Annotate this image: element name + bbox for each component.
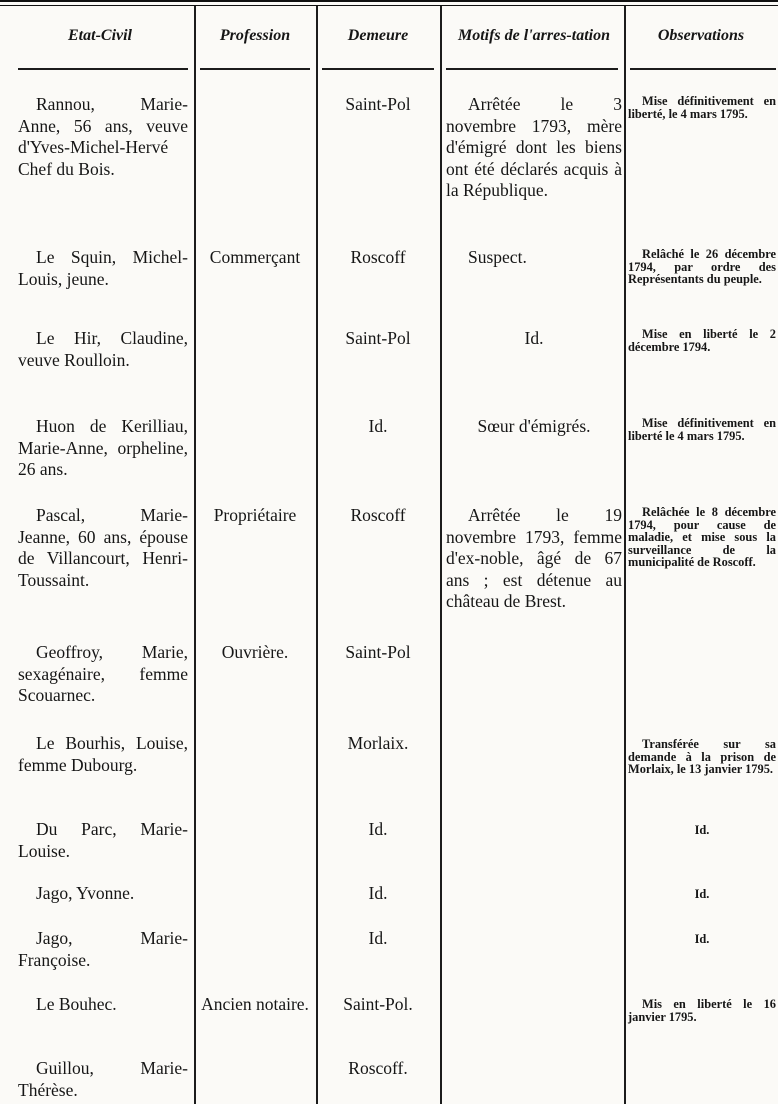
row-12-demeure: Roscoff. (348, 1058, 408, 1078)
row-4-observations: Mise définitivement en liberté le 4 mars 1795. (628, 416, 776, 443)
row-7-demeure: Morlaix. (347, 733, 409, 753)
row-5-profession: Propriétaire (213, 505, 297, 525)
row-12-etat: Guillou, Marie-Thérèse. (18, 1058, 188, 1100)
row-2-etat: Le Squin, Michel-Louis, jeune. (18, 247, 188, 289)
row-10-demeure: Id. (368, 928, 388, 948)
row-2-motifs: Suspect. (468, 247, 527, 267)
header-rule-etat (18, 68, 188, 70)
row-1-motifs: Arrêtée le 3 novembre 1793, mère d'émigré dont les biens ont été déclarés acquis à la République. (446, 94, 622, 200)
header-rule-motifs (446, 68, 618, 70)
row-2-profession: Commerçant (209, 247, 301, 267)
row-5-demeure: Roscoff (350, 505, 406, 525)
row-9-etat: Jago, Yvonne. (36, 883, 135, 903)
row-11-profession: Ancien notaire. (201, 994, 309, 1014)
row-6-etat: Geoffroy, Marie, sexagénaire, femme Scouarnec. (18, 642, 188, 705)
row-2-observations: Relâché le 26 décembre 1794, par ordre des Représentants du peuple. (628, 247, 776, 287)
top-rule (0, 0, 778, 2)
row-3-observations: Mise en liberté le 2 décembre 1794. (628, 327, 776, 354)
top-rule-lower (0, 5, 778, 6)
row-2-demeure: Roscoff (350, 247, 406, 267)
column-rule-4 (624, 6, 626, 1104)
row-7-etat: Le Bourhis, Louise, femme Dubourg. (18, 733, 188, 775)
row-8-demeure: Id. (368, 819, 388, 839)
row-3-etat: Le Hir, Claudine, veuve Roulloin. (18, 328, 188, 370)
row-10-observations: Id. (694, 932, 710, 946)
header-profession: Profession (219, 26, 291, 44)
row-10-etat: Jago, Marie-Françoise. (18, 928, 188, 970)
row-8-observations: Id. (694, 823, 710, 837)
column-rule-3 (440, 6, 442, 1104)
header-demeure: Demeure (347, 26, 409, 44)
header-rule-demeure (322, 68, 434, 70)
row-3-demeure: Saint-Pol (345, 328, 411, 348)
row-1-etat: Rannou, Marie-Anne, 56 ans, veuve d'Yves-Michel-Hervé Chef du Bois. (18, 94, 188, 179)
row-6-profession: Ouvrière. (221, 642, 289, 662)
header-rule-observations (630, 68, 776, 70)
row-11-observations: Mis en liberté le 16 janvier 1795. (628, 997, 776, 1024)
row-5-etat: Pascal, Marie-Jeanne, 60 ans, épouse de Villancourt, Henri-Toussaint. (18, 505, 188, 590)
column-rule-1 (194, 6, 196, 1104)
row-9-observations: Id. (694, 887, 710, 901)
row-5-motifs: Arrêtée le 19 novembre 1793, femme d'ex-noble, âgé de 67 ans ; est détenue au château de Brest. (446, 505, 622, 611)
row-4-etat: Huon de Kerilliau, Marie-Anne, orpheline, 26 ans. (18, 416, 188, 479)
row-9-demeure: Id. (368, 883, 388, 903)
row-11-etat: Le Bouhec. (36, 994, 117, 1014)
header-observations: Observations (657, 26, 745, 44)
header-rule-profession (200, 68, 310, 70)
row-4-demeure: Id. (368, 416, 388, 436)
row-11-demeure: Saint-Pol. (343, 994, 413, 1014)
header-etat-civil: Etat-Civil (68, 26, 132, 44)
row-6-demeure: Saint-Pol (345, 642, 411, 662)
row-7-observations: Transférée sur sa demande à la prison de Morlaix, le 13 janvier 1795. (628, 737, 776, 777)
row-4-motifs: Sœur d'émigrés. (477, 416, 591, 436)
row-3-motifs: Id. (524, 328, 544, 348)
row-1-demeure: Saint-Pol (345, 94, 411, 114)
row-5-observations: Relâchée le 8 décembre 1794, pour cause de maladie, et mise sous la surveillance de la municipalité de Roscoff. (628, 505, 776, 570)
header-motifs: Motifs de l'arres-tation (457, 26, 610, 44)
row-8-etat: Du Parc, Marie-Louise. (18, 819, 188, 861)
row-1-observations: Mise définitivement en liberté, le 4 mars 1795. (628, 94, 776, 121)
